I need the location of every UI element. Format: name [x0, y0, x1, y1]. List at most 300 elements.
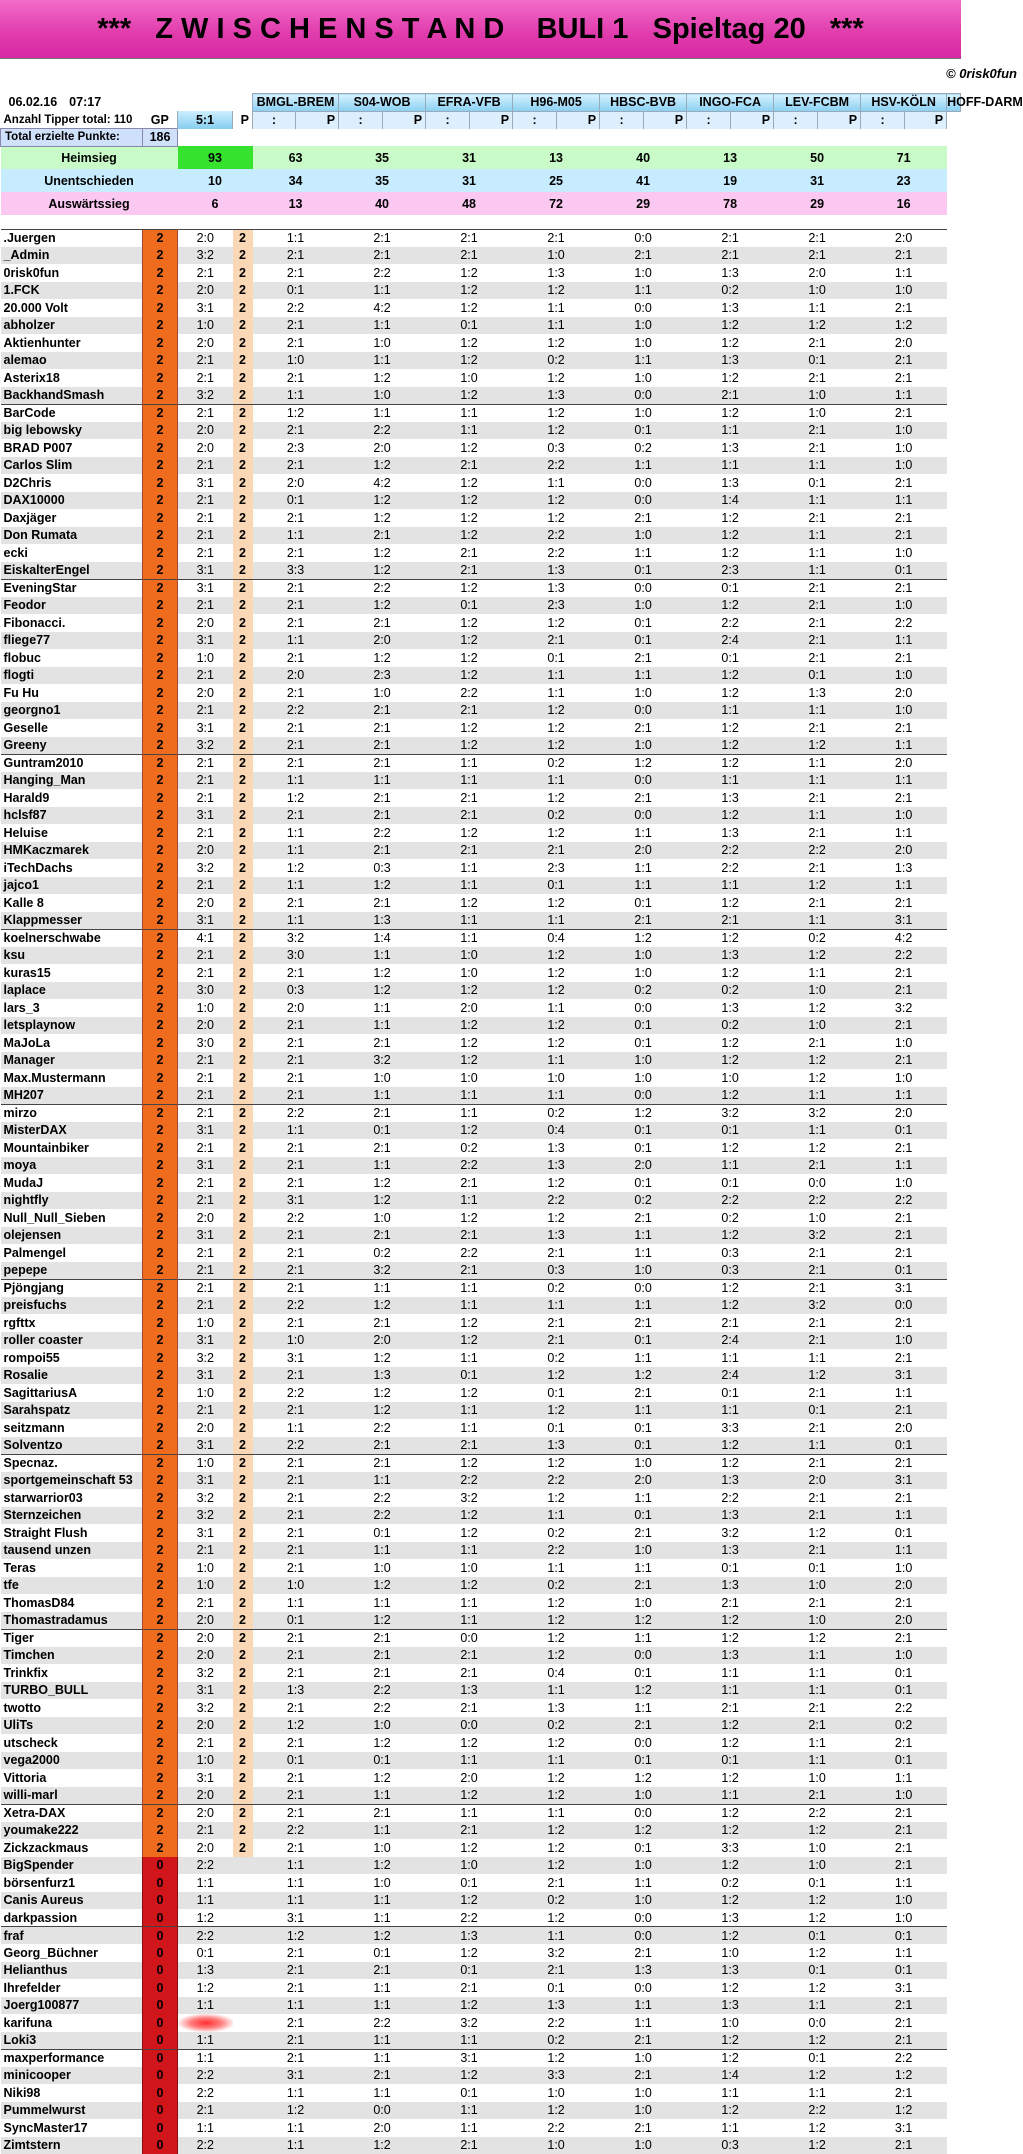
table-row	[1, 1927, 961, 1945]
tip: 2:1	[339, 614, 426, 632]
tip: 1:2	[774, 737, 861, 755]
tip-points: 2	[233, 1822, 253, 1840]
tip: 1:1	[513, 1052, 600, 1070]
tip: 1:1	[861, 492, 947, 510]
tip: 1:2	[426, 1944, 513, 1962]
tip: 1:2	[513, 1454, 600, 1472]
game-points: 2	[143, 1524, 178, 1542]
tip: 0:1	[339, 1122, 426, 1140]
tip: 2:1	[253, 369, 339, 387]
tip: 2:0	[861, 1104, 947, 1122]
tip: 1:1	[426, 1104, 513, 1122]
tip: 1:2	[339, 369, 426, 387]
tip: 0:2	[687, 1209, 774, 1227]
tip: 2:1	[774, 824, 861, 842]
tip: 0:1	[600, 632, 687, 650]
tip: 1:3	[513, 1227, 600, 1245]
tip-bmgl: 3:1	[178, 1437, 233, 1455]
tip-bmgl: 3:1	[178, 1682, 233, 1700]
tip: 1:2	[513, 1594, 600, 1612]
tip: 2:1	[253, 1769, 339, 1787]
table-row	[1, 2119, 961, 2137]
tip: 1:1	[339, 317, 426, 335]
tip-points: 2	[233, 492, 253, 510]
table-row	[1, 597, 961, 615]
table-row	[1, 509, 961, 527]
tip: 2:1	[687, 1594, 774, 1612]
tip: 1:1	[774, 1682, 861, 1700]
tip: 2:1	[774, 1262, 861, 1280]
player-name: MaJoLa	[1, 1034, 143, 1052]
tip-points: 2	[233, 1524, 253, 1542]
tip: 2:1	[774, 614, 861, 632]
tip: 1:2	[774, 1822, 861, 1840]
tip: 2:1	[253, 509, 339, 527]
game-points: 2	[143, 1577, 178, 1595]
tip: 2:1	[861, 1734, 947, 1752]
player-name: Daxjäger	[1, 509, 143, 527]
player-name: BRAD P007	[1, 439, 143, 457]
tip: 1:1	[600, 1349, 687, 1367]
game-points: 2	[143, 1612, 178, 1630]
tip: 1:1	[861, 1087, 947, 1105]
tip: 1:0	[513, 2084, 600, 2102]
tip-points: 2	[233, 1034, 253, 1052]
tip-points: 2	[233, 1367, 253, 1385]
tip: 2:1	[253, 422, 339, 440]
tip-points: 2	[233, 1332, 253, 1350]
game-points: 2	[143, 439, 178, 457]
tip: 1:2	[426, 579, 513, 597]
tip: 1:2	[513, 1017, 600, 1035]
tip: 2:1	[426, 1227, 513, 1245]
tip: 1:2	[774, 1909, 861, 1927]
tip: 1:2	[687, 1087, 774, 1105]
table-row	[1, 1279, 961, 1297]
table-row	[1, 772, 961, 790]
tip: 1:0	[774, 1577, 861, 1595]
player-name: jajco1	[1, 877, 143, 895]
tip-bmgl: 1:0	[178, 1559, 233, 1577]
match-header: HSV-KÖLN	[861, 94, 947, 112]
tip: 0:1	[600, 1839, 687, 1857]
tip-points: 2	[233, 754, 253, 772]
game-points: 2	[143, 1822, 178, 1840]
tip: 2:0	[861, 754, 947, 772]
tip: 2:1	[513, 1332, 600, 1350]
stat-value: 25	[513, 169, 600, 192]
tip: 2:1	[253, 1699, 339, 1717]
game-points: 2	[143, 1752, 178, 1770]
table-row	[1, 474, 961, 492]
tip: 1:0	[339, 684, 426, 702]
tip: 1:0	[774, 1857, 861, 1875]
player-name: Loki3	[1, 2032, 143, 2050]
tip: 1:1	[600, 1629, 687, 1647]
player-name: börsenfurz1	[1, 1874, 143, 1892]
table-row	[1, 299, 961, 317]
tip: 2:1	[513, 842, 600, 860]
table-row	[1, 754, 961, 772]
tip: 1:1	[339, 2032, 426, 2050]
game-points: 2	[143, 964, 178, 982]
tip: 1:1	[253, 229, 339, 247]
tip: 2:1	[861, 1454, 947, 1472]
game-points: 2	[143, 1174, 178, 1192]
tip: 1:2	[513, 1209, 600, 1227]
tip: 2:1	[426, 1979, 513, 1997]
tip: 2:1	[600, 649, 687, 667]
tip-points	[233, 1979, 253, 1997]
tip: 0:0	[600, 579, 687, 597]
tip-bmgl: 2:2	[178, 2084, 233, 2102]
tip: 1:1	[687, 1349, 774, 1367]
table-row	[1, 562, 961, 580]
tip-bmgl: 3:1	[178, 1122, 233, 1140]
table-row	[1, 632, 961, 650]
tip: 1:2	[774, 1069, 861, 1087]
stat-value: 13	[687, 146, 774, 169]
table-row	[1, 1874, 961, 1892]
tip-bmgl: 3:0	[178, 982, 233, 1000]
tip: 3:2	[339, 1262, 426, 1280]
tip: 1:2	[426, 982, 513, 1000]
tip: 1:2	[513, 824, 600, 842]
tip: 1:2	[861, 317, 947, 335]
tip: 1:1	[253, 2119, 339, 2137]
tip-points: 2	[233, 1384, 253, 1402]
tip: 1:2	[774, 1629, 861, 1647]
stat-value: 13	[513, 146, 600, 169]
table-row	[1, 807, 961, 825]
tip: 2:1	[861, 1804, 947, 1822]
game-points: 2	[143, 1384, 178, 1402]
tip: 2:2	[774, 2102, 861, 2120]
game-points: 2	[143, 1454, 178, 1472]
table-row	[1, 1979, 961, 1997]
table-row	[1, 964, 961, 982]
tip: 2:1	[600, 509, 687, 527]
tip: 0:1	[687, 1384, 774, 1402]
table-row	[1, 527, 961, 545]
tip: 2:1	[253, 579, 339, 597]
tip: 1:1	[774, 299, 861, 317]
player-name: Pjöngjang	[1, 1279, 143, 1297]
player-name: rompoi55	[1, 1349, 143, 1367]
tip-bmgl: 3:1	[178, 1769, 233, 1787]
tip: 1:2	[339, 1577, 426, 1595]
match-header: S04-WOB	[339, 94, 426, 112]
game-points: 2	[143, 807, 178, 825]
tip: 1:3	[600, 1962, 687, 1980]
tip: 2:0	[861, 1577, 947, 1595]
tip: 1:3	[687, 1909, 774, 1927]
tip-bmgl	[178, 2014, 233, 2032]
table-row	[1, 1997, 961, 2015]
tip-bmgl: 2:1	[178, 1174, 233, 1192]
tip: 1:3	[513, 1997, 600, 2015]
player-name: Xetra-DAX	[1, 1804, 143, 1822]
table-row	[1, 947, 961, 965]
tip-bmgl: 2:1	[178, 1069, 233, 1087]
tip: 2:1	[253, 1279, 339, 1297]
tip: 0:0	[600, 1279, 687, 1297]
tip: 1:0	[600, 1542, 687, 1560]
tip: 3:3	[687, 1839, 774, 1857]
stat-value: 41	[600, 169, 687, 192]
tip: 0:1	[687, 649, 774, 667]
player-name: Carlos Slim	[1, 457, 143, 475]
player-name: Null_Null_Sieben	[1, 1209, 143, 1227]
tip: 1:3	[687, 1472, 774, 1490]
tip: 1:2	[513, 2049, 600, 2067]
game-points: 0	[143, 1962, 178, 1980]
tip-bmgl: 3:2	[178, 247, 233, 265]
player-name: lars_3	[1, 999, 143, 1017]
tip: 2:1	[253, 317, 339, 335]
tip: 2:2	[861, 1699, 947, 1717]
tip: 1:1	[253, 2137, 339, 2154]
tip-points: 2	[233, 527, 253, 545]
tip: 1:0	[774, 1839, 861, 1857]
spacer	[1, 215, 947, 229]
game-points: 2	[143, 1279, 178, 1297]
tip: 1:0	[774, 1017, 861, 1035]
tip: 1:2	[426, 1052, 513, 1070]
table-row	[1, 1454, 961, 1472]
tip: 0:1	[861, 1524, 947, 1542]
tip: 0:3	[687, 1262, 774, 1280]
game-points: 2	[143, 474, 178, 492]
tip: 2:1	[426, 1664, 513, 1682]
tip: 1:2	[687, 667, 774, 685]
game-points: 2	[143, 264, 178, 282]
tip: 0:1	[774, 474, 861, 492]
stat-value: 6	[178, 192, 253, 215]
tip: 1:0	[600, 597, 687, 615]
tip-points: 2	[233, 1472, 253, 1490]
tip: 1:0	[253, 1332, 339, 1350]
stat-value: 31	[426, 169, 513, 192]
tip: 3:3	[513, 2067, 600, 2085]
tip-bmgl: 2:1	[178, 1087, 233, 1105]
tip: 1:1	[253, 824, 339, 842]
match-p-header: P	[233, 111, 253, 129]
tip: 1:1	[426, 1349, 513, 1367]
tip-bmgl: 2:0	[178, 1629, 233, 1647]
tip: 2:1	[253, 1034, 339, 1052]
tip-bmgl: 3:1	[178, 474, 233, 492]
table-row	[1, 842, 961, 860]
tip-points: 2	[233, 1349, 253, 1367]
tip-bmgl: 3:1	[178, 299, 233, 317]
tip: 2:1	[253, 1734, 339, 1752]
spacer	[178, 129, 947, 147]
game-points: 0	[143, 2102, 178, 2120]
tip: 1:1	[600, 824, 687, 842]
tip: 2:1	[861, 247, 947, 265]
tip: 3:1	[861, 1979, 947, 1997]
game-points: 2	[143, 614, 178, 632]
tip-points: 2	[233, 1454, 253, 1472]
table-row	[1, 1244, 961, 1262]
tip: 1:1	[513, 772, 600, 790]
match-header: EFRA-VFB	[426, 94, 513, 112]
tip: 1:0	[861, 1909, 947, 1927]
game-points: 0	[143, 1997, 178, 2015]
tip: 1:1	[253, 2084, 339, 2102]
player-name: moya	[1, 1157, 143, 1175]
table-row	[1, 1909, 961, 1927]
tip: 0:1	[513, 649, 600, 667]
tip: 1:1	[600, 1489, 687, 1507]
tip: 1:2	[774, 1944, 861, 1962]
tip-bmgl: 2:0	[178, 1804, 233, 1822]
tip-bmgl: 1:0	[178, 999, 233, 1017]
tip: 1:1	[861, 387, 947, 405]
table-row	[1, 1052, 961, 1070]
tip: 1:1	[774, 1664, 861, 1682]
tip: 1:2	[339, 1769, 426, 1787]
tip: 1:1	[774, 964, 861, 982]
player-name: flobuc	[1, 649, 143, 667]
tip: 1:2	[600, 1367, 687, 1385]
tip: 2:2	[687, 859, 774, 877]
table-row	[1, 1629, 961, 1647]
player-name: D2Chris	[1, 474, 143, 492]
game-points: 2	[143, 667, 178, 685]
tip-bmgl: 4:1	[178, 929, 233, 947]
match-score: 5:1	[178, 111, 233, 129]
tip: 1:3	[513, 1437, 600, 1455]
tip: 1:1	[600, 1227, 687, 1245]
tip: 1:1	[339, 1787, 426, 1805]
tip: 2:1	[339, 737, 426, 755]
tip: 1:2	[687, 527, 774, 545]
tip-bmgl: 2:0	[178, 684, 233, 702]
tip-points	[233, 1927, 253, 1945]
tip-bmgl: 1:0	[178, 1384, 233, 1402]
player-name: laplace	[1, 982, 143, 1000]
tip: 1:1	[426, 2032, 513, 2050]
tip-points: 2	[233, 824, 253, 842]
tip: 1:2	[687, 1279, 774, 1297]
tip: 0:3	[687, 1244, 774, 1262]
tip: 2:2	[426, 1472, 513, 1490]
tip-bmgl: 3:1	[178, 807, 233, 825]
game-points: 2	[143, 1104, 178, 1122]
tip-bmgl: 3:2	[178, 737, 233, 755]
tip-points: 2	[233, 1594, 253, 1612]
tip: 3:2	[687, 1104, 774, 1122]
tip: 2:1	[600, 247, 687, 265]
game-points: 2	[143, 1227, 178, 1245]
table-row	[1, 579, 961, 597]
tip-bmgl: 2:1	[178, 1244, 233, 1262]
tip: 1:2	[774, 947, 861, 965]
tip: 2:2	[339, 264, 426, 282]
tip-bmgl: 3:1	[178, 1157, 233, 1175]
tip: 2:1	[774, 247, 861, 265]
tip: 1:1	[861, 877, 947, 895]
match-p-header: P	[905, 111, 947, 129]
match-p-header: P	[296, 111, 339, 129]
tip: 2:1	[253, 2032, 339, 2050]
tip: 1:2	[774, 1367, 861, 1385]
tip: 2:1	[426, 229, 513, 247]
table-row	[1, 2032, 961, 2050]
tip: 2:1	[600, 2032, 687, 2050]
tip: 0:1	[600, 1507, 687, 1525]
tip: 1:1	[339, 1594, 426, 1612]
tip: 1:2	[426, 1997, 513, 2015]
tip: 2:1	[687, 1314, 774, 1332]
tip-points: 2	[233, 1122, 253, 1140]
tip: 2:1	[253, 334, 339, 352]
tip: 2:1	[774, 1489, 861, 1507]
tip-bmgl: 2:1	[178, 964, 233, 982]
table-row	[1, 1542, 961, 1560]
tip: 2:1	[339, 894, 426, 912]
tip: 1:2	[426, 264, 513, 282]
tip: 2:1	[861, 527, 947, 545]
stat-value: 31	[426, 146, 513, 169]
tip-points: 2	[233, 1262, 253, 1280]
player-name: SyncMaster17	[1, 2119, 143, 2137]
tip: 1:0	[600, 1454, 687, 1472]
game-points: 2	[143, 912, 178, 930]
tip: 1:0	[513, 247, 600, 265]
player-name: olejensen	[1, 1227, 143, 1245]
tip-points: 2	[233, 1682, 253, 1700]
game-points: 2	[143, 947, 178, 965]
game-points: 2	[143, 649, 178, 667]
table-row	[1, 1892, 961, 1910]
tip-points	[233, 1962, 253, 1980]
tip: 2:1	[253, 1262, 339, 1280]
table-row	[1, 1577, 961, 1595]
stat-label: Unentschieden	[1, 169, 178, 192]
table-row	[1, 1664, 961, 1682]
tip-points	[233, 1892, 253, 1910]
spacer	[233, 94, 253, 112]
tip: 0:1	[861, 1752, 947, 1770]
match-score: :	[253, 111, 296, 129]
tip: 2:1	[861, 1017, 947, 1035]
tip-points: 2	[233, 632, 253, 650]
table-row	[1, 334, 961, 352]
game-points: 2	[143, 457, 178, 475]
tip-points: 2	[233, 1629, 253, 1647]
table-row	[1, 719, 961, 737]
game-points: 2	[143, 282, 178, 300]
tip-bmgl: 2:1	[178, 2102, 233, 2120]
tip-points: 2	[233, 1174, 253, 1192]
tip: 0:1	[774, 1962, 861, 1980]
table-row	[1, 282, 961, 300]
tip: 2:4	[687, 1367, 774, 1385]
tip: 1:1	[774, 1122, 861, 1140]
tip: 2:1	[687, 912, 774, 930]
tip-bmgl: 2:1	[178, 824, 233, 842]
tip: 1:2	[339, 1734, 426, 1752]
tip: 1:1	[253, 1419, 339, 1437]
tip: 1:2	[339, 1297, 426, 1315]
player-name: utscheck	[1, 1734, 143, 1752]
table-row	[1, 247, 961, 265]
tip: 1:2	[687, 894, 774, 912]
tip: 2:1	[861, 299, 947, 317]
